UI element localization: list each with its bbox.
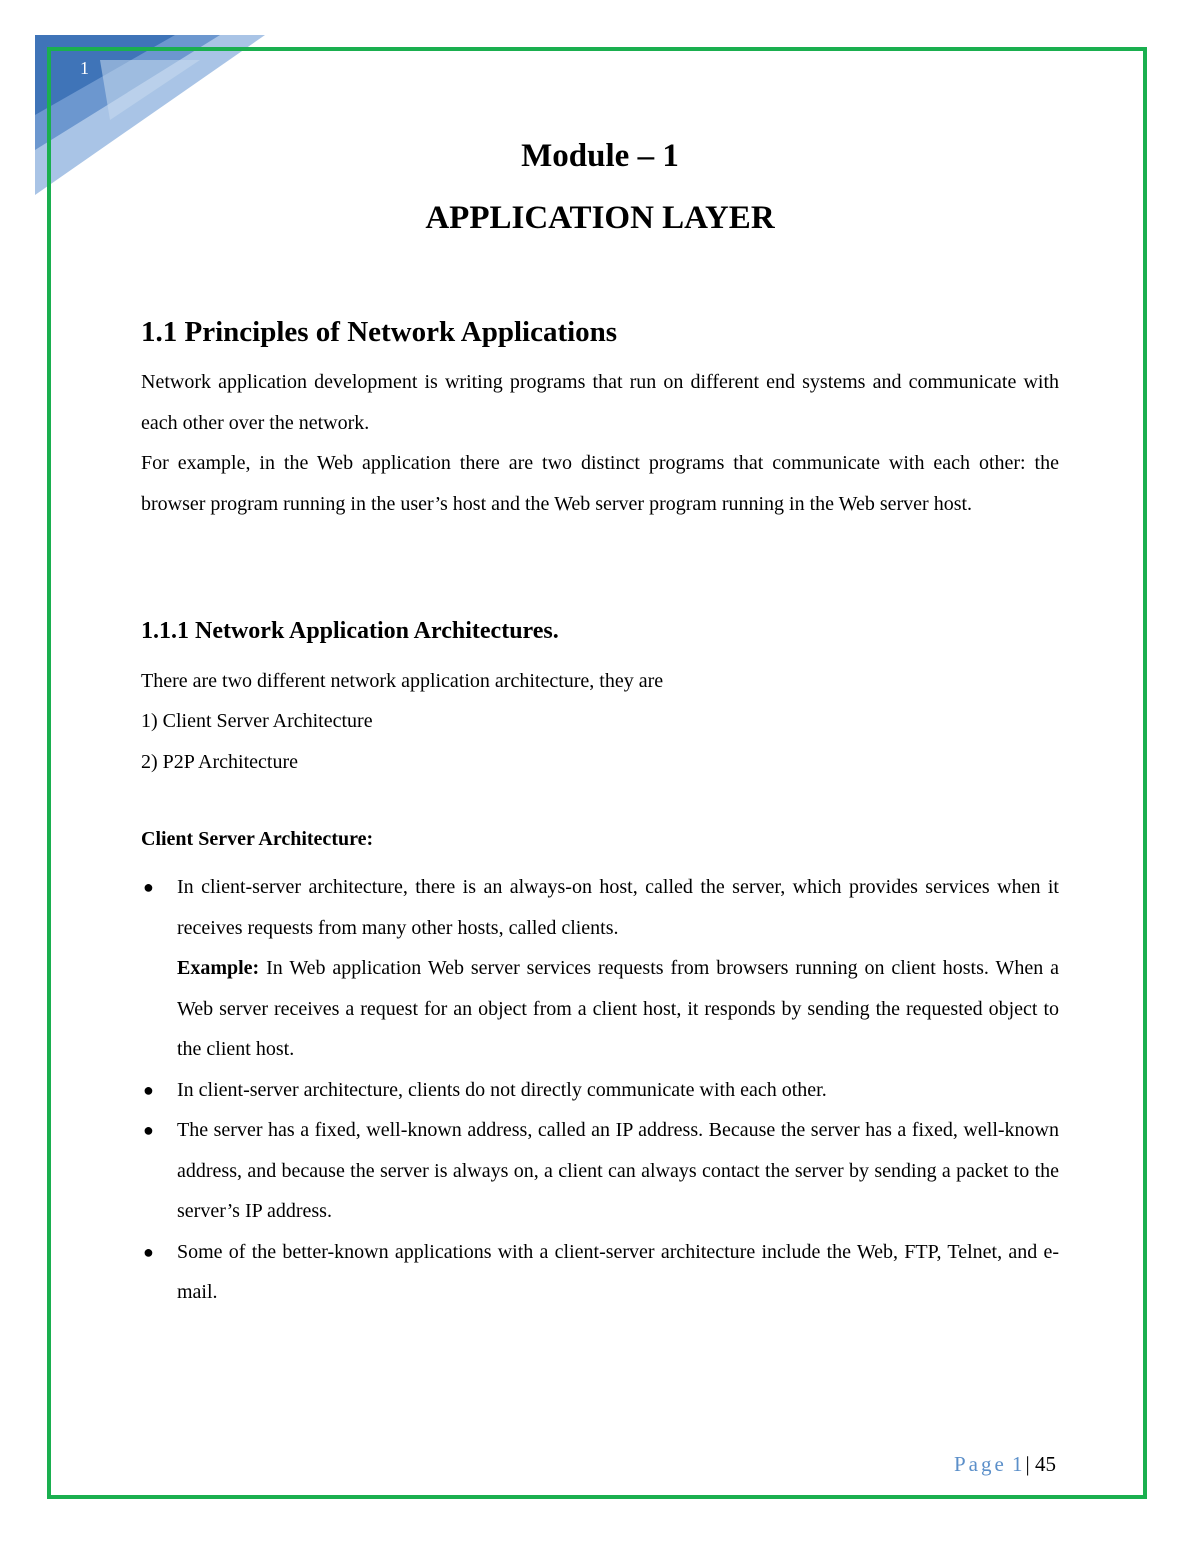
architecture-intro: There are two different network application architecture, they are: [141, 670, 664, 692]
bullet-icon: ●: [143, 1241, 154, 1262]
architecture-item-1: 1) Client Server Architecture: [141, 710, 373, 732]
section-heading-1-1: 1.1 Principles of Network Applications: [141, 316, 618, 348]
page-footer: [954, 1452, 1056, 1477]
list-item: [141, 1232, 1059, 1313]
chapter-title: APPLICATION LAYER: [425, 200, 775, 236]
section-heading-1-1-1: 1.1.1 Network Application Architectures.: [141, 618, 559, 644]
section-1-1-body: [141, 362, 1059, 524]
list-item: [141, 1110, 1059, 1232]
page-total: 45: [1035, 1452, 1056, 1476]
paragraph: For example, in the Web application there are two distinct programs that communicate with each other: the browser program running in the user’s host and the Web server program running in the Web server host.: [141, 452, 1059, 515]
page-number: 1: [1012, 1452, 1026, 1476]
bullet-text: The server has a fixed, well-known address, called an IP address. Because the server has a fixed, well-known address, and because the server is always on, a client can always contact the server by sending a packet to the server’s IP address.: [177, 1119, 1059, 1222]
page-word: Page: [953, 1452, 1007, 1476]
bullet-text: In client-server architecture, clients do not directly communicate with each other.: [177, 1078, 827, 1101]
list-item: [141, 867, 1059, 1070]
architecture-item-2: 2) P2P Architecture: [141, 751, 299, 773]
corner-page-number: 1: [80, 58, 89, 78]
page-separator: |: [1025, 1452, 1030, 1476]
module-title: Module – 1: [521, 138, 679, 174]
client-server-heading: Client Server Architecture:: [141, 828, 374, 850]
bullet-text: In client-server architecture, there is an always-on host, called the server, which provides services when it receives requests from many other hosts, called clients.: [177, 876, 1059, 939]
client-server-bullets: [141, 867, 1059, 1313]
bullet-icon: ●: [143, 1120, 154, 1140]
example-text: In Web application Web server services requests from browsers running on client hosts. When a Web server receives a request for an object from a client host, it responds by sending the requested object to the client host.: [177, 957, 1059, 1060]
paragraph: Network application development is writing programs that run on different end systems and communicate with each other over the network.: [141, 371, 1059, 434]
list-item: [141, 1070, 1059, 1111]
example-label: Example:: [177, 957, 260, 979]
bullet-icon: ●: [143, 877, 154, 897]
bullet-icon: ●: [143, 1079, 154, 1100]
bullet-text: Some of the better-known applications with a client-server architecture include the Web, FTP, Telnet, and e-mail.: [177, 1240, 1059, 1303]
example-paragraph: [177, 948, 1059, 1070]
